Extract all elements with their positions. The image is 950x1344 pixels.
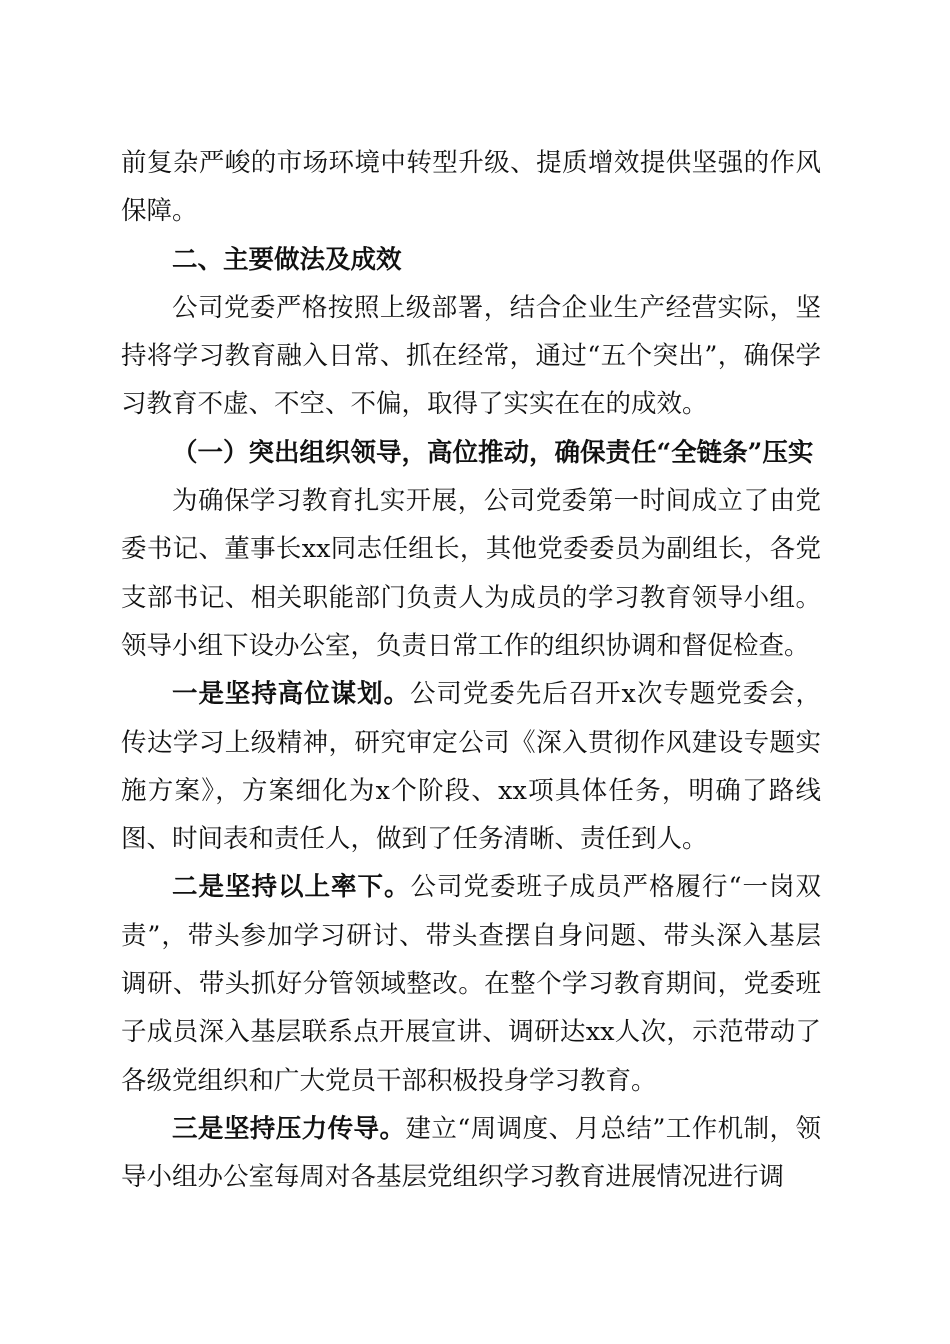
point-two-body: 公司党委班子成员严格履行“一岗双责”，带头参加学习研讨、带头查摆自身问题、带头深入基层调研、带头抓好分管领域整改。在整个学习教育期间，党委班子成员深入基层联系点开展宣讲、调研达xx人次，示范带动了各级党组织和广大党员干部积极投身学习教育。 <box>121 872 821 1096</box>
paragraph-point-three <box>121 1105 821 1202</box>
point-one-body: 公司党委先后召开x次专题党委会，传达学习上级精神，研究审定公司《深入贯彻作风建设专题实施方案》，方案细化为x个阶段、xx项具体任务，明确了路线图、时间表和责任人，做到了任务清晰、责任到人。 <box>121 679 821 855</box>
paragraph-point-two <box>121 863 821 1104</box>
paragraph-intro: 公司党委严格按照上级部署，结合企业生产经营实际，坚持将学习教育融入日常、抓在经常，通过“五个突出”，确保学习教育不虚、不空、不偏，取得了实实在在的成效。 <box>121 292 821 420</box>
point-two-lead: 二是坚持以上率下。 <box>172 872 411 903</box>
paragraph-leadership-group: 为确保学习教育扎实开展，公司党委第一时间成立了由党委书记、董事长xx同志任组长，其他党委委员为副组长，各党支部书记、相关职能部门负责人为成员的学习教育领导小组。领导小组下设办公室，负责日常工作的组织协调和督促检查。 <box>121 486 821 661</box>
paragraph-point-one <box>121 670 821 863</box>
point-three-body: 建立“周调度、月总结”工作机制，领导小组办公室每周对各基层党组织学习教育进展情况进行调 <box>121 1113 821 1193</box>
document-body <box>121 139 821 1202</box>
point-three-lead: 三是坚持压力传导。 <box>172 1113 406 1144</box>
subsection-heading: （一）突出组织领导，高位推动，确保责任“全链条”压实 <box>172 437 814 468</box>
paragraph-continued: 前复杂严峻的市场环境中转型升级、提质增效提供坚强的作风保障。 <box>121 148 821 227</box>
section-heading: 二、主要做法及成效 <box>172 244 402 275</box>
point-one-lead: 一是坚持高位谋划。 <box>172 679 410 710</box>
